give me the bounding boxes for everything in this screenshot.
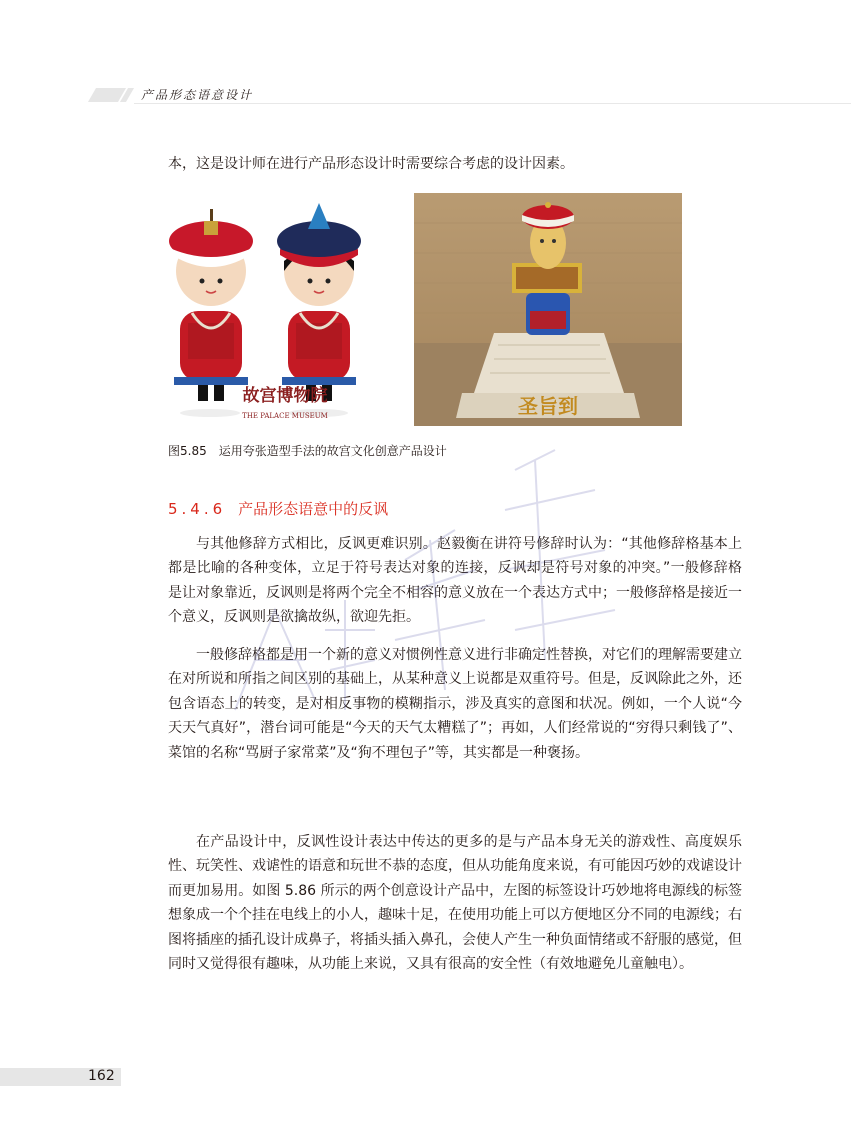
paragraph-3: 在产品设计中，反讽性设计表达中传达的更多的是与产品本身无关的游戏性、高度娱乐性、玩笑性、戏谑性的语意和玩世不恭的态度，但从功能角度来说，有可能因巧妙的戏谑设计而更加易用。如图 5.86 所示的两个创意设计产品中，左图的标签设计巧妙地将电源线的标签想象成一个个挂在电线上的小人，趣味十足，在使用功能上可以方便地区分不同的电源线；右图将插座的插孔设计成鼻子，将插头插入鼻孔，会使人产生一种负面情绪或不舒服的感觉，但同时又觉得很有趣味，从功能上来说，又具有很高的安全性（有效地避免儿童触电）。 [168,834,742,973]
imperial-edict-figurine-image [414,193,682,426]
section-number: 5.4.6 [168,500,227,518]
paragraph-2: 一般修辞格都是用一个新的意义对惯例性意义进行非确定性替换，对它们的理解需要建立在对所说和所指之间区别的基础上，从某种意义上说都是双重符号。但是，反讽除此之外，还包含语态上的转变，是对相反事物的模糊指示，涉及真实的意图和状况。例如，一个人说“今天天气真好”，潜台词可能是“今天的天气太糟糕了”；再如，人们经常说的“穷得只剩钱了”、菜馆的名称“骂厨子家常菜”及“狗不理包子”等，其实都是一种褒扬。 [168,647,742,761]
header-rule [134,103,851,104]
paragraph-1: 与其他修辞方式相比，反讽更难识别。赵毅衡在讲符号修辞时认为：“其他修辞格基本上都是比喻的各种变体，立足于符号表达对象的连接，反讽却是符号对象的冲突。”一般修辞格是让对象靠近，反讽则是将两个完全不相容的意义放在一个表达方式中；一般修辞格是接近一个意义，反讽则是欲擒故纵，欲迎先拒。 [168,536,742,626]
palace-dolls-image [168,193,402,426]
page-number: 162 [88,1068,115,1084]
intro-line: 本，这是设计师在进行产品形态设计时需要综合考虑的设计因素。 [168,156,574,172]
palace-museum-logo-en: THE PALACE MUSEUM [242,412,328,420]
section-heading [168,498,388,519]
figure-caption: 图5.85 运用夸张造型手法的故宫文化创意产品设计 [168,444,447,458]
palace-museum-logo-cn: 故宫博物院 [242,386,328,406]
running-title: 产品形态语意设计 [141,88,254,102]
edict-base-text: 圣旨到 [518,394,578,418]
section-title: 产品形态语意中的反讽 [238,500,389,518]
